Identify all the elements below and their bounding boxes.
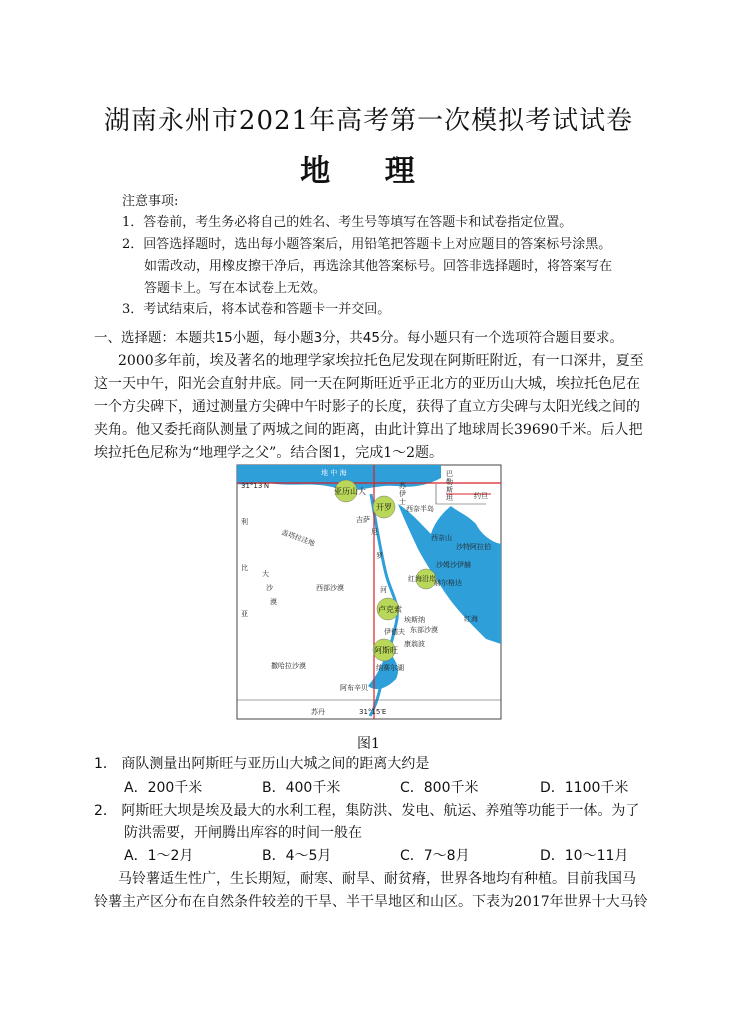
label-sharm: 沙姆沙伊赫 bbox=[436, 561, 471, 569]
city-luxor-label: 卢克索 bbox=[378, 605, 402, 614]
question-1-stem: 1． 商队测量出阿斯旺与亚历山大城之间的距离大约是 bbox=[94, 756, 430, 772]
coord-top: 31°13′N bbox=[241, 482, 270, 490]
label-mediterranean: 地 中 海 bbox=[321, 469, 347, 477]
label-giza: 吉萨 bbox=[356, 516, 370, 524]
q2-option-b: B．4～5月 bbox=[262, 848, 332, 864]
figure-caption: 图1 bbox=[357, 736, 380, 752]
q1-option-a: A．200千米 bbox=[124, 780, 203, 796]
label-hurghada: 赫尔格达 bbox=[434, 579, 462, 587]
q1-option-d: D．1100千米 bbox=[540, 780, 629, 796]
q2-option-d: D．10～11月 bbox=[540, 848, 629, 864]
label-abu-simbel: 阿布辛贝 bbox=[340, 684, 368, 692]
label-sinai-mt: 西奈山 bbox=[431, 534, 452, 542]
q2-option-a: A．1～2月 bbox=[124, 848, 194, 864]
q2-option-c: C．7～8月 bbox=[400, 848, 470, 864]
section-heading: 一、选择题：本题共15小题，每小题3分，共45分。每小题只有一个选项符合题目要求。 bbox=[94, 330, 623, 346]
coord-bottom: 31°15′E bbox=[359, 708, 387, 716]
notes-line-1: 1．答卷前，考生务必将自己的姓名、考生号等填写在答题卡和试卷指定位置。 bbox=[122, 215, 573, 230]
city-cairo-label: 开罗 bbox=[376, 503, 392, 512]
passage-line-5: 埃拉托色尼称为“地理学之父”。结合图1，完成1～2题。 bbox=[94, 445, 444, 461]
passage-line-3: 一个方尖碑下，通过测量方尖碑中午时影子的长度，获得了直立方尖碑与太阳光线之间的 bbox=[94, 399, 640, 415]
label-saudi: 沙特阿拉伯 bbox=[456, 543, 491, 551]
label-redsea-coast: 红海沿岸 bbox=[408, 575, 436, 583]
passage2-line-2: 铃薯主产区分布在自然条件较差的干旱、半干旱地区和山区。下表为2017年世界十大马铃 bbox=[94, 894, 648, 910]
label-suez-3: 士 bbox=[399, 498, 406, 506]
passage-line-2: 这一天中午，阳光会直射井底。同一天在阿斯旺近乎正北方的亚历山大城，埃拉托色尼在 bbox=[94, 376, 640, 392]
exam-title: 湖南永州市2021年高考第一次模拟考试试卷 bbox=[103, 106, 634, 136]
label-palestine-3: 斯 bbox=[446, 486, 453, 494]
label-palestine-2: 勒 bbox=[446, 478, 453, 486]
label-suez-1: 苏 bbox=[399, 482, 406, 490]
city-alexandria-label: 亚历山大 bbox=[334, 487, 366, 496]
label-libya-2: 比 bbox=[241, 564, 248, 572]
label-qattara: 盖塔拉洼地 bbox=[280, 528, 316, 548]
label-edfu: 伊德夫 bbox=[384, 628, 405, 636]
label-sahara-2: 沙 bbox=[266, 584, 273, 592]
notes-line-3: 如需改动，用橡皮擦干净后，再选涂其他答案标号。回答非选择题时，将答案写在 bbox=[144, 259, 613, 274]
label-sahara-desert: 撒哈拉沙漠 bbox=[271, 662, 306, 670]
notes-heading: 注意事项: bbox=[122, 194, 179, 209]
question-2-stem-2: 防洪需要，开闸腾出库容的时间一般在 bbox=[124, 825, 362, 841]
label-palestine-4: 坦 bbox=[446, 494, 453, 502]
label-libya-3: 亚 bbox=[241, 610, 248, 618]
label-sahara-3: 漠 bbox=[270, 598, 277, 606]
notes-line-2: 2．回答选择题时，选出每小题答案后，用铅笔把答题卡上对应题目的答案标号涂黑。 bbox=[122, 237, 612, 252]
passage-line-4: 夹角。他又委托商队测量了两城之间的距离，由此计算出了地球周长39690千米。后人把 bbox=[94, 422, 643, 438]
q1-option-b: B．400千米 bbox=[262, 780, 341, 796]
label-nile-1: 尼 bbox=[371, 528, 378, 536]
label-palestine-1: 巴 bbox=[446, 470, 453, 478]
label-kom-ombo: 康翁波 bbox=[404, 640, 425, 648]
label-western-desert: 西部沙漠 bbox=[316, 584, 344, 592]
label-nasser: 纳赛尔湖 bbox=[376, 664, 404, 672]
label-sudan: 苏丹 bbox=[311, 708, 325, 716]
label-suez-2: 伊 bbox=[399, 490, 406, 498]
label-sahara-1: 大 bbox=[262, 570, 269, 578]
label-jordan: 约旦 bbox=[474, 492, 488, 500]
label-nile-3: 河 bbox=[380, 586, 387, 594]
city-aswan-label: 阿斯旺 bbox=[374, 646, 398, 655]
subject-title: 地 理 bbox=[300, 154, 437, 189]
q1-option-c: C．800千米 bbox=[400, 780, 479, 796]
notes-line-4: 答题卡上。写在本试卷上无效。 bbox=[144, 281, 327, 296]
label-eastern-desert: 东部沙漠 bbox=[410, 626, 438, 634]
label-sinai: 西奈半岛 bbox=[406, 505, 434, 513]
notes-line-5: 3．考试结束后，将本试卷和答题卡一并交回。 bbox=[122, 302, 391, 317]
label-nile-2: 罗 bbox=[376, 552, 383, 560]
label-red-sea: 红海 bbox=[464, 615, 478, 623]
passage-line-1: 2000多年前，埃及著名的地理学家埃拉托色尼发现在阿斯旺附近，有一口深井，夏至 bbox=[118, 353, 644, 369]
question-2-stem: 2． 阿斯旺大坝是埃及最大的水利工程，集防洪、发电、航运、养殖等功能于一体。为了 bbox=[94, 803, 640, 819]
label-libya-1: 利 bbox=[241, 518, 248, 526]
passage2-line-1: 马铃薯适生性广，生长期短，耐寒、耐旱、耐贫瘠，世界各地均有种植。目前我国马 bbox=[118, 871, 636, 887]
egypt-map bbox=[236, 464, 502, 720]
label-esna: 埃斯纳 bbox=[404, 616, 425, 624]
